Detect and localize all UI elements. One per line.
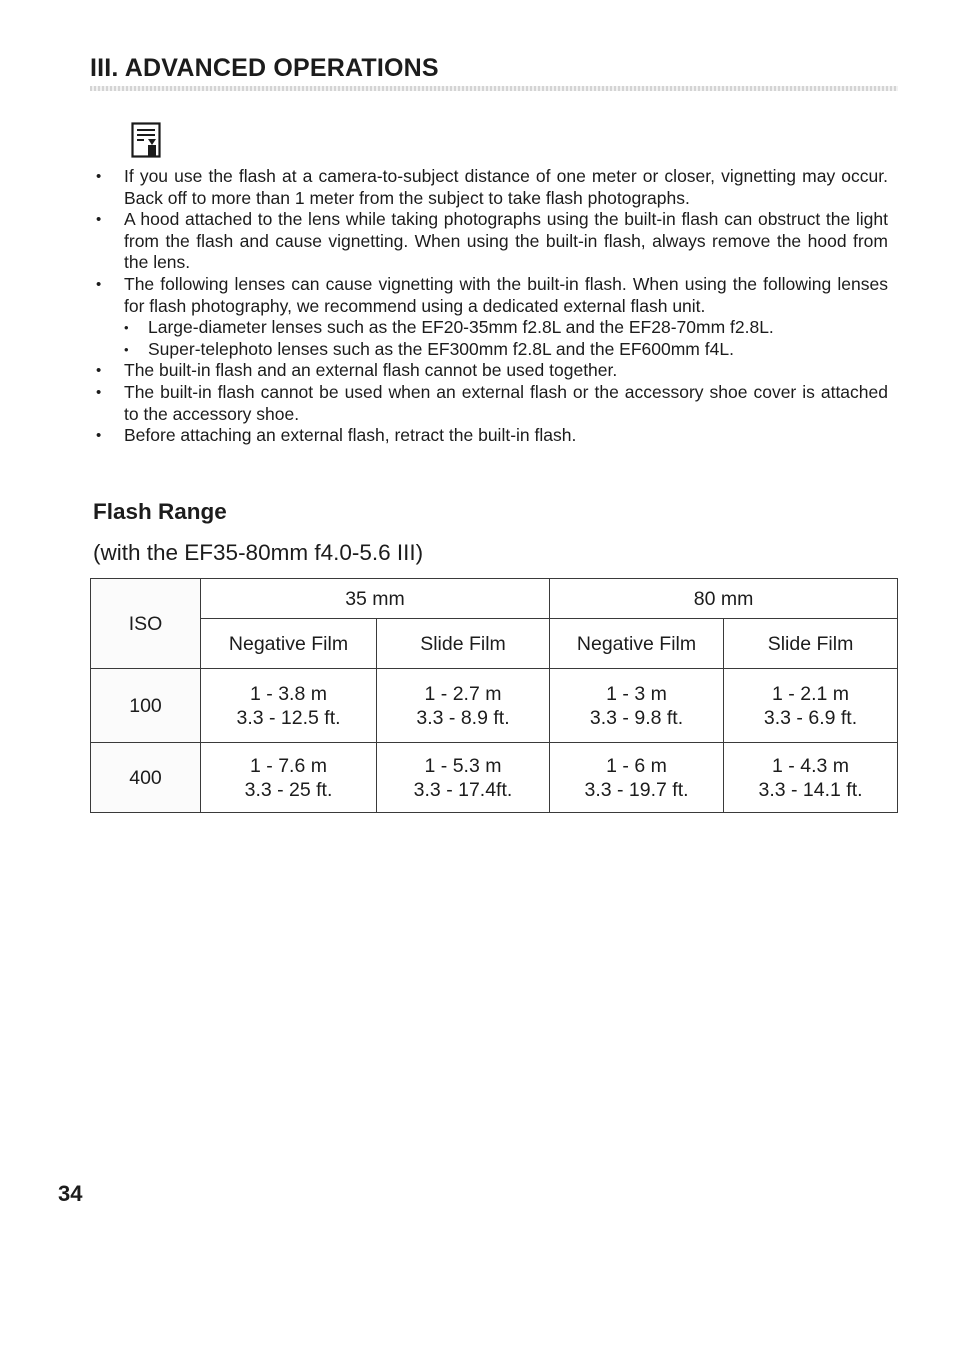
range-meters: 1 - 5.3 m	[424, 754, 502, 777]
table-row	[91, 743, 898, 813]
table-header-row	[91, 579, 898, 619]
range-cell	[377, 669, 550, 743]
range-feet: 3.3 - 6.9 ft.	[763, 706, 858, 729]
list-item	[96, 209, 888, 274]
title-divider	[90, 86, 898, 91]
range-meters: 1 - 7.6 m	[250, 754, 327, 777]
note-text: The following lenses can cause vignetting with the built-in flash. When using the following lenses for flash photography, we recommend using a dedicated external flash unit.	[124, 273, 888, 316]
range-feet: 3.3 - 17.4ft.	[413, 778, 513, 801]
bullet-icon: •	[96, 275, 102, 293]
bullet-icon: •	[96, 168, 102, 185]
film-type-cell: Slide Film	[377, 619, 550, 669]
range-cell	[201, 669, 377, 743]
bullet-icon: •	[96, 427, 102, 445]
iso-value-cell: 400	[91, 743, 201, 813]
bullet-icon: •	[124, 320, 129, 336]
flash-range-heading: Flash Range	[93, 499, 227, 524]
range-cell	[724, 743, 898, 813]
list-item	[96, 425, 888, 447]
sub-note-text: Large-diameter lenses such as the EF20-35mm f2.8L and the EF28-70mm f2.8L.	[148, 317, 774, 338]
sub-list-item	[124, 339, 888, 361]
range-feet: 3.3 - 9.8 ft.	[589, 706, 684, 729]
range-meters: 1 - 6 m	[606, 754, 667, 777]
table-subheader-row	[91, 619, 898, 669]
note-text: Before attaching an external flash, retract the built-in flash.	[124, 425, 577, 446]
range-meters: 1 - 3 m	[606, 682, 667, 705]
range-feet: 3.3 - 12.5 ft.	[236, 706, 341, 729]
range-cell	[550, 743, 724, 813]
range-cell	[550, 669, 724, 743]
list-item	[96, 274, 888, 360]
bullet-icon: •	[96, 211, 102, 229]
list-item	[96, 166, 888, 209]
flash-range-table	[90, 578, 898, 813]
focal-35-header-cell: 35 mm	[201, 579, 550, 619]
range-meters: 1 - 2.1 m	[772, 682, 849, 705]
sub-list	[124, 317, 888, 360]
note-text: The built-in flash and an external flash cannot be used together.	[124, 360, 618, 381]
note-text: If you use the flash at a camera-to-subject distance of one meter or closer, vignetting may occur. Back off to more than 1 meter from the subject to take flash photographs.	[124, 166, 888, 208]
range-feet: 3.3 - 8.9 ft.	[416, 706, 510, 729]
note-text: A hood attached to the lens while taking photographs using the built-in flash can obstruct the light from the flash and cause vignetting. When using the built-in flash, always remove the hood from the lens.	[124, 209, 888, 273]
sub-list-item	[124, 317, 888, 339]
notes-list	[96, 166, 888, 447]
range-meters: 1 - 2.7 m	[424, 682, 502, 705]
list-item	[96, 360, 888, 382]
range-feet: 3.3 - 25 ft.	[244, 778, 333, 801]
film-type-cell: Negative Film	[550, 619, 724, 669]
range-cell	[377, 743, 550, 813]
range-meters: 1 - 3.8 m	[250, 682, 327, 705]
film-type-cell: Negative Film	[201, 619, 377, 669]
section-title: III. ADVANCED OPERATIONS	[90, 54, 439, 82]
range-meters: 1 - 4.3 m	[772, 754, 849, 777]
sub-note-text: Super-telephoto lenses such as the EF300mm f2.8L and the EF600mm f4L.	[148, 338, 734, 359]
range-cell	[724, 669, 898, 743]
list-item	[96, 382, 888, 425]
iso-value-cell: 100	[91, 669, 201, 743]
focal-80-header-cell: 80 mm	[550, 579, 898, 619]
bullet-icon: •	[96, 383, 102, 401]
page-number: 34	[58, 1181, 83, 1206]
table-row	[91, 669, 898, 743]
memo-note-icon	[131, 122, 163, 160]
flash-range-subtitle: (with the EF35-80mm f4.0-5.6 III)	[93, 540, 424, 565]
range-feet: 3.3 - 19.7 ft.	[584, 778, 689, 801]
iso-header-cell: ISO	[91, 579, 201, 669]
range-cell	[201, 743, 377, 813]
film-type-cell: Slide Film	[724, 619, 898, 669]
bullet-icon: •	[96, 362, 102, 380]
note-text: The built-in flash cannot be used when an external flash or the accessory shoe cover is attached to the accessory shoe.	[124, 381, 888, 424]
bullet-icon: •	[124, 341, 129, 357]
range-feet: 3.3 - 14.1 ft.	[758, 778, 863, 801]
